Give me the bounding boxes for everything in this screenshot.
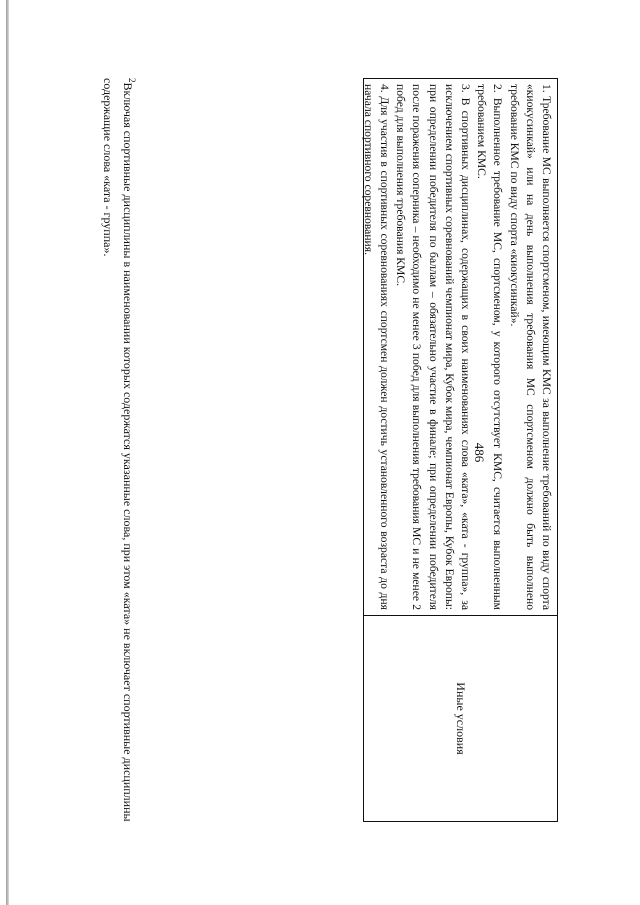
conditions-cell [361,79,557,615]
footnote-text: Включая спортивные дисциплины в наименовании которых содержатся указанные слова, при этом «ката» не включает спортивные дисциплины содержащие слова «ката - группа». [101,78,135,822]
page-number: 486 [472,442,487,463]
condition-1: 1. Требование МС выполняется спортсменом, имеющим КМС за выполнение требований по виду спорта «киокусинкай» или на день выполнения требования МС спортсменом должно быть выполнено требование КМС по виду спорта «киокусинкай». [507,84,553,610]
conditions-table [363,78,558,822]
footnote-marker: 2 [127,78,137,83]
condition-3: 3. В спортивных дисциплинах, содержащих в своих наименованиях слова «ката», «ката - группа», за исключением спортивных соревнований чемпионат мира, Кубок мира, чемпионат Европы, Кубок Европы: при определении победителя по баллам – обязательно участие в финале; при определении победителя после поражения соперника – необходимо не менее 3 побед для выполнения требования МС и не менее 2 побед для выполнения требования КМС. [394,84,472,610]
row-label-cell [364,615,557,821]
row-label: Иные условия [454,682,468,755]
condition-2: 2. Выполненное требование МС, спортсменом, у которого отсутствует КМС, считается выполненным требованием КМС. [475,84,505,610]
footnote [98,78,138,822]
condition-4: 4. Для участия в спортивных соревнованиях спортсмен должен достичь установленного возраста до дня начала спортивного соревнования. [361,84,391,610]
